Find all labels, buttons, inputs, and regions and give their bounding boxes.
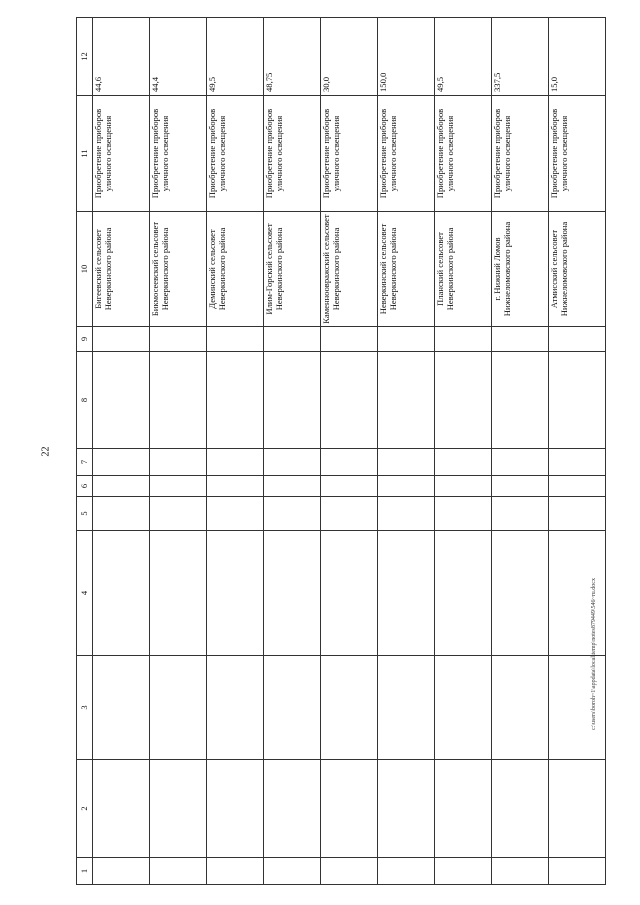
amount-cell: 48,75 <box>264 18 321 96</box>
cell-col-5 <box>549 497 606 531</box>
table-row <box>264 18 321 885</box>
cell-col-4 <box>549 531 606 656</box>
amount-cell: 150,0 <box>378 18 435 96</box>
column-number: 4 <box>77 531 93 656</box>
cell-col-9 <box>549 327 606 352</box>
cell-col-9 <box>378 327 435 352</box>
cell-col-7 <box>321 449 378 476</box>
cell-col-9 <box>264 327 321 352</box>
cell-col-4 <box>264 531 321 656</box>
purpose-cell: Приобретение приборов уличного освещения <box>435 96 492 212</box>
cell-col-5 <box>264 497 321 531</box>
cell-col-8 <box>378 352 435 449</box>
purpose-cell: Приобретение приборов уличного освещения <box>93 96 150 212</box>
cell-col-7 <box>492 449 549 476</box>
cell-col-6 <box>264 476 321 497</box>
cell-col-4 <box>378 531 435 656</box>
cell-col-5 <box>435 497 492 531</box>
cell-col-3 <box>93 656 150 760</box>
cell-col-9 <box>435 327 492 352</box>
cell-col-1 <box>264 858 321 885</box>
cell-col-7 <box>549 449 606 476</box>
cell-col-2 <box>378 760 435 858</box>
column-number: 11 <box>77 96 93 212</box>
amount-cell: 49,5 <box>207 18 264 96</box>
cell-col-3 <box>321 656 378 760</box>
amount-cell: 44,4 <box>150 18 207 96</box>
cell-col-2 <box>93 760 150 858</box>
cell-col-2 <box>321 760 378 858</box>
cell-col-3 <box>492 656 549 760</box>
column-number: 7 <box>77 449 93 476</box>
cell-col-8 <box>150 352 207 449</box>
cell-col-2 <box>150 760 207 858</box>
cell-col-8 <box>321 352 378 449</box>
cell-col-1 <box>150 858 207 885</box>
recipient-cell: Атмисский сельсовет Нижнеломовского района <box>549 212 606 327</box>
table-row <box>321 18 378 885</box>
cell-col-7 <box>93 449 150 476</box>
cell-col-6 <box>93 476 150 497</box>
cell-col-5 <box>321 497 378 531</box>
cell-col-8 <box>549 352 606 449</box>
recipient-cell: Неверкинский сельсовет Неверкинского района <box>378 212 435 327</box>
cell-col-8 <box>264 352 321 449</box>
cell-col-7 <box>378 449 435 476</box>
purpose-cell: Приобретение приборов уличного освещения <box>207 96 264 212</box>
file-path-text: c:\users\boroh~1\appdata\local\temp\notes879449\546~ru.docx <box>591 578 597 730</box>
column-number: 8 <box>77 352 93 449</box>
cell-col-6 <box>150 476 207 497</box>
cell-col-2 <box>435 760 492 858</box>
cell-col-6 <box>207 476 264 497</box>
column-number: 5 <box>77 497 93 531</box>
purpose-cell: Приобретение приборов уличного освещения <box>492 96 549 212</box>
purpose-cell: Приобретение приборов уличного освещения <box>264 96 321 212</box>
cell-col-4 <box>492 531 549 656</box>
table-row <box>207 18 264 885</box>
cell-col-9 <box>150 327 207 352</box>
cell-col-6 <box>549 476 606 497</box>
cell-col-3 <box>150 656 207 760</box>
recipient-cell: г. Нижний Ломов Нижнеломовского района <box>492 212 549 327</box>
cell-col-3 <box>264 656 321 760</box>
cell-col-2 <box>549 760 606 858</box>
cell-col-5 <box>93 497 150 531</box>
table-row <box>93 18 150 885</box>
column-number: 9 <box>77 327 93 352</box>
cell-col-9 <box>321 327 378 352</box>
cell-col-7 <box>150 449 207 476</box>
column-number: 3 <box>77 656 93 760</box>
table-row <box>378 18 435 885</box>
recipient-cell: Илим-Горский сельсовет Неверкинского района <box>264 212 321 327</box>
cell-col-4 <box>321 531 378 656</box>
cell-col-5 <box>150 497 207 531</box>
recipient-cell: Деминский сельсовет Неверкинского района <box>207 212 264 327</box>
cell-col-6 <box>378 476 435 497</box>
cell-col-8 <box>207 352 264 449</box>
table-row <box>150 18 207 885</box>
page-number: 22 <box>40 446 52 457</box>
cell-col-4 <box>150 531 207 656</box>
cell-col-1 <box>321 858 378 885</box>
cell-col-1 <box>549 858 606 885</box>
funding-table <box>76 17 606 885</box>
cell-col-1 <box>435 858 492 885</box>
rotated-table-frame <box>76 18 586 885</box>
purpose-cell: Приобретение приборов уличного освещения <box>321 96 378 212</box>
amount-cell: 15,0 <box>549 18 606 96</box>
cell-col-7 <box>207 449 264 476</box>
purpose-cell: Приобретение приборов уличного освещения <box>549 96 606 212</box>
cell-col-2 <box>264 760 321 858</box>
purpose-cell: Приобретение приборов уличного освещения <box>378 96 435 212</box>
column-number: 6 <box>77 476 93 497</box>
cell-col-5 <box>492 497 549 531</box>
cell-col-6 <box>321 476 378 497</box>
table-container <box>76 18 586 885</box>
recipient-cell: Каменноовражский сельсовет Неверкинского района <box>321 212 378 327</box>
cell-col-5 <box>378 497 435 531</box>
cell-col-9 <box>93 327 150 352</box>
cell-col-3 <box>549 656 606 760</box>
cell-col-6 <box>492 476 549 497</box>
table-row <box>549 18 606 885</box>
cell-col-6 <box>435 476 492 497</box>
cell-col-4 <box>435 531 492 656</box>
recipient-cell: Бигеевский сельсовет Неверкинского района <box>93 212 150 327</box>
recipient-cell: Бикмосеевский сельсовет Неверкинского района <box>150 212 207 327</box>
column-number: 12 <box>77 18 93 96</box>
cell-col-2 <box>492 760 549 858</box>
cell-col-2 <box>207 760 264 858</box>
cell-col-1 <box>207 858 264 885</box>
cell-col-1 <box>492 858 549 885</box>
cell-col-8 <box>435 352 492 449</box>
cell-col-4 <box>207 531 264 656</box>
cell-col-9 <box>492 327 549 352</box>
cell-col-3 <box>378 656 435 760</box>
amount-cell: 49,5 <box>435 18 492 96</box>
cell-col-1 <box>378 858 435 885</box>
cell-col-7 <box>264 449 321 476</box>
column-number-row <box>77 18 93 885</box>
cell-col-1 <box>93 858 150 885</box>
cell-col-5 <box>207 497 264 531</box>
cell-col-3 <box>435 656 492 760</box>
recipient-cell: Планский сельсовет Неверкинского района <box>435 212 492 327</box>
amount-cell: 337,5 <box>492 18 549 96</box>
cell-col-3 <box>207 656 264 760</box>
purpose-cell: Приобретение приборов уличного освещения <box>150 96 207 212</box>
amount-cell: 44,6 <box>93 18 150 96</box>
cell-col-8 <box>492 352 549 449</box>
cell-col-9 <box>207 327 264 352</box>
column-number: 10 <box>77 212 93 327</box>
column-number: 2 <box>77 760 93 858</box>
cell-col-8 <box>93 352 150 449</box>
table-row <box>492 18 549 885</box>
table-row <box>435 18 492 885</box>
column-number: 1 <box>77 858 93 885</box>
amount-cell: 30,0 <box>321 18 378 96</box>
cell-col-4 <box>93 531 150 656</box>
cell-col-7 <box>435 449 492 476</box>
